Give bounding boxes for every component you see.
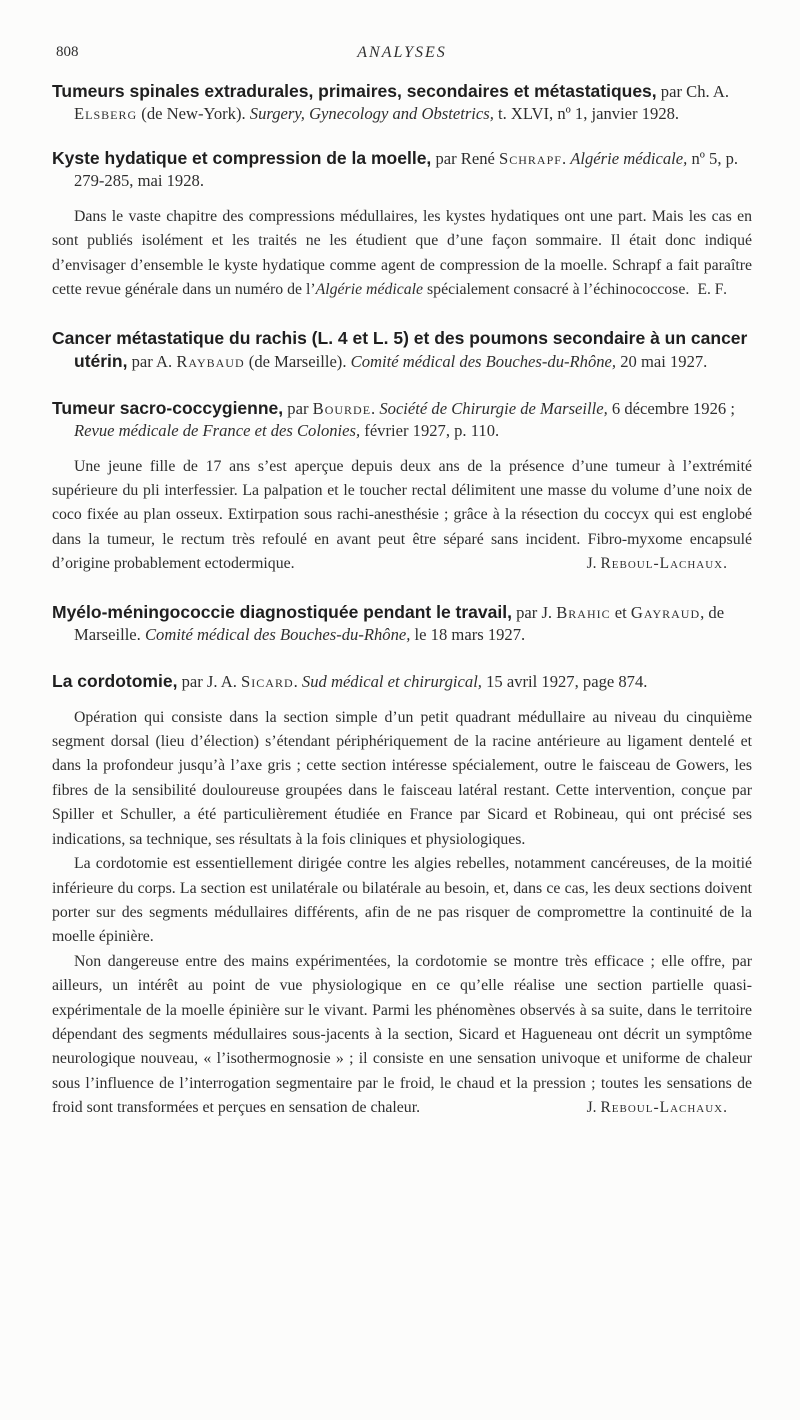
paragraph-text: Dans le vaste chapitre des compressions médullaires, les kystes hydatiques ont une part. Mais les cas en sont publiés isolément et les traités ne les étudient que d’une façon sommaire. Il était donc indiqué d’envisager d’ensemble le kyste hydatique comme agent de compression de la moelle. Schrapf a fait paraître cette revue générale dans un numéro de l’ xyxy=(52,208,752,299)
reference-text: . xyxy=(293,671,302,691)
signature-initial: J. xyxy=(586,1099,601,1117)
author-name: Sicard xyxy=(241,671,294,691)
signature-name: Reboul-Lachaux. xyxy=(600,1099,728,1117)
abstract-body xyxy=(52,706,752,1121)
entry-title: Kyste hydatique et compression de la moelle, xyxy=(52,148,432,168)
reference-text: (de New-York). xyxy=(137,104,250,123)
bibliography-entry xyxy=(52,397,752,577)
bibliography-entry xyxy=(52,327,752,373)
source-title: Revue médicale de France et des Colonies, xyxy=(74,420,361,440)
running-title: ANALYSES xyxy=(357,44,447,61)
reference-text: par A. xyxy=(127,351,177,371)
signature-name: Reboul-Lachaux. xyxy=(600,555,728,573)
entry-reference xyxy=(52,670,752,693)
reference-text: le 18 mars 1927. xyxy=(410,624,526,644)
signature xyxy=(698,278,728,302)
reference-text: t. XLVI, nº 1, janvier 1928. xyxy=(493,104,680,123)
abstract-paragraph xyxy=(52,950,752,1121)
entry-title: Cancer métastatique du rachis (L. 4 et L. 5) et des poumons secondaire à un cancer utérin, xyxy=(52,327,748,371)
reference-text: (de Marseille). xyxy=(244,351,351,371)
bibliography-entry xyxy=(52,670,752,1121)
reference-text: nº 5, p. 279-285, mai 1928. xyxy=(74,149,739,190)
signature-initial: J. xyxy=(586,555,601,573)
paragraph-text: Une jeune fille de 17 ans s’est aperçue depuis deux ans de la présence d’une tumeur à l’extrémité supérieure du pli interfessier. La palpation et le toucher rectal délimitent une masse du volume d’une noix de coco fixée au plan osseux. Extirpation sous rachi-anesthésie ; grâce à la résection du coccyx qui est englobé dans la tumeur, le rectum très refoulé en avant peut être séparé sans incident. Fibro-myxome encapsulé d’origine probablement ectodermique. xyxy=(52,457,752,573)
bibliography-entry xyxy=(52,147,752,303)
author-name: Brahic xyxy=(556,602,611,622)
author-name: Elsberg xyxy=(74,104,138,123)
reference-text: par J. A. xyxy=(177,671,242,691)
abstract-paragraph xyxy=(52,205,752,303)
reference-text: . xyxy=(371,398,380,418)
entry-title: Tumeur sacro-coccygienne, xyxy=(52,397,284,418)
signature-name: F. xyxy=(714,281,728,299)
paragraph-text: spécialement consacré à l’échinococcose. xyxy=(423,281,690,299)
source-title: Surgery, Gynecology and Obstetrics, xyxy=(249,104,494,123)
entry-reference xyxy=(52,397,752,442)
paragraph-text: Non dangereuse entre des mains expérimentées, la cordotomie se montre très efficace ; elle offre, par ailleurs, un intérêt au point de vue physiologique en ce qu’elle réalise une section partielle quasi-expérimentale de la moelle épinière sur le vivant. Parmi les phénomènes observés à sa suite, dans le territoire dépendant des segments médullaires sous-jacents à la section, Sicard et Hagueneau ont décrit un symptôme neurologique nouveau, « l’isothermognosie » ; il consiste en une sensation univoque et uniforme de chaleur sous l’influence de l’interrogation segmentaire par le froid, le chaud et la pression ; toutes les sensations de froid sont transformées et perçues en sensation de chaleur. xyxy=(52,952,752,1117)
entry-title: La cordotomie, xyxy=(52,670,178,691)
reference-text: 15 avril 1927, page 874. xyxy=(481,671,648,691)
signature xyxy=(587,552,728,576)
author-name: Raybaud xyxy=(176,351,245,371)
author-name: Bourde xyxy=(312,398,372,418)
source-title: Algérie médicale, xyxy=(570,149,688,168)
abstract-paragraph xyxy=(52,852,752,950)
signature-initial: E. xyxy=(697,281,715,299)
italic-text: Algérie médicale xyxy=(315,281,424,299)
author-name: Schrapf xyxy=(499,149,562,168)
abstract-body xyxy=(52,455,752,577)
signature xyxy=(587,1096,728,1120)
entry-reference xyxy=(52,327,752,373)
reference-text: 20 mai 1927. xyxy=(616,351,708,371)
entry-reference xyxy=(52,147,752,192)
paragraph-text: La cordotomie est essentiellement dirigée contre les algies rebelles, notamment cancéreuses, de la moitié inférieure du corps. La section est unilatérale ou bilatérale au besoin, et, dans ce cas, les deux sections doivent porter sur des segments médullaires différents, afin de ne pas risquer de compromettre la continuité de la moelle épinière. xyxy=(52,855,752,946)
source-title: Société de Chirurgie de Marseille, xyxy=(379,398,608,418)
source-title: Sud médical et chirurgical, xyxy=(301,671,482,691)
bibliography-entry xyxy=(52,601,752,646)
abstract-paragraph xyxy=(52,455,752,577)
source-title: Comité médical des Bouches-du-Rhône, xyxy=(144,624,411,644)
author-name: Gayraud xyxy=(630,602,701,622)
entry-reference xyxy=(52,80,752,125)
reference-text: par Ch. A. xyxy=(656,82,730,101)
reference-text: et xyxy=(610,602,631,622)
entries-list xyxy=(52,80,752,1121)
reference-text: par J. xyxy=(511,602,557,622)
reference-text: février 1927, p. 110. xyxy=(360,420,500,440)
entry-title: Myélo-méningococcie diagnostiquée pendant le travail, xyxy=(52,601,512,622)
entry-title: Tumeurs spinales extradurales, primaires, secondaires et métastatiques, xyxy=(52,81,657,101)
reference-text: , de Marseille. xyxy=(74,602,725,644)
page-number: 808 xyxy=(56,44,79,60)
reference-text: 6 décembre 1926 ; xyxy=(607,398,735,418)
reference-text: par René xyxy=(431,149,500,168)
source-title: Comité médical des Bouches-du-Rhône, xyxy=(350,351,617,371)
bibliography-entry xyxy=(52,80,752,125)
reference-text: par xyxy=(283,398,313,418)
reference-text: . xyxy=(561,149,571,168)
running-head xyxy=(52,44,752,66)
abstract-paragraph xyxy=(52,706,752,852)
entry-reference xyxy=(52,601,752,646)
abstract-body xyxy=(52,205,752,303)
paragraph-text: Opération qui consiste dans la section simple d’un petit quadrant médullaire au niveau du cinquième segment dorsal (lieu d’élection) s’étendant périphériquement de la racine antérieure au ligament dentelé et dans la profondeur jusqu’à l’axe gris ; cette section intéresse spécialement, outre le faisceau de Gowers, les fibres de la sensibilité douloureuse groupées dans le faisceau latéral restant. Cette intervention, conçue par Spiller et Schuller, a été particulièrement étudiée en France par Sicard et Robineau, qui ont précisé ses indications, sa technique, ses résultats à la fois cliniques et physiologiques. xyxy=(52,708,752,848)
